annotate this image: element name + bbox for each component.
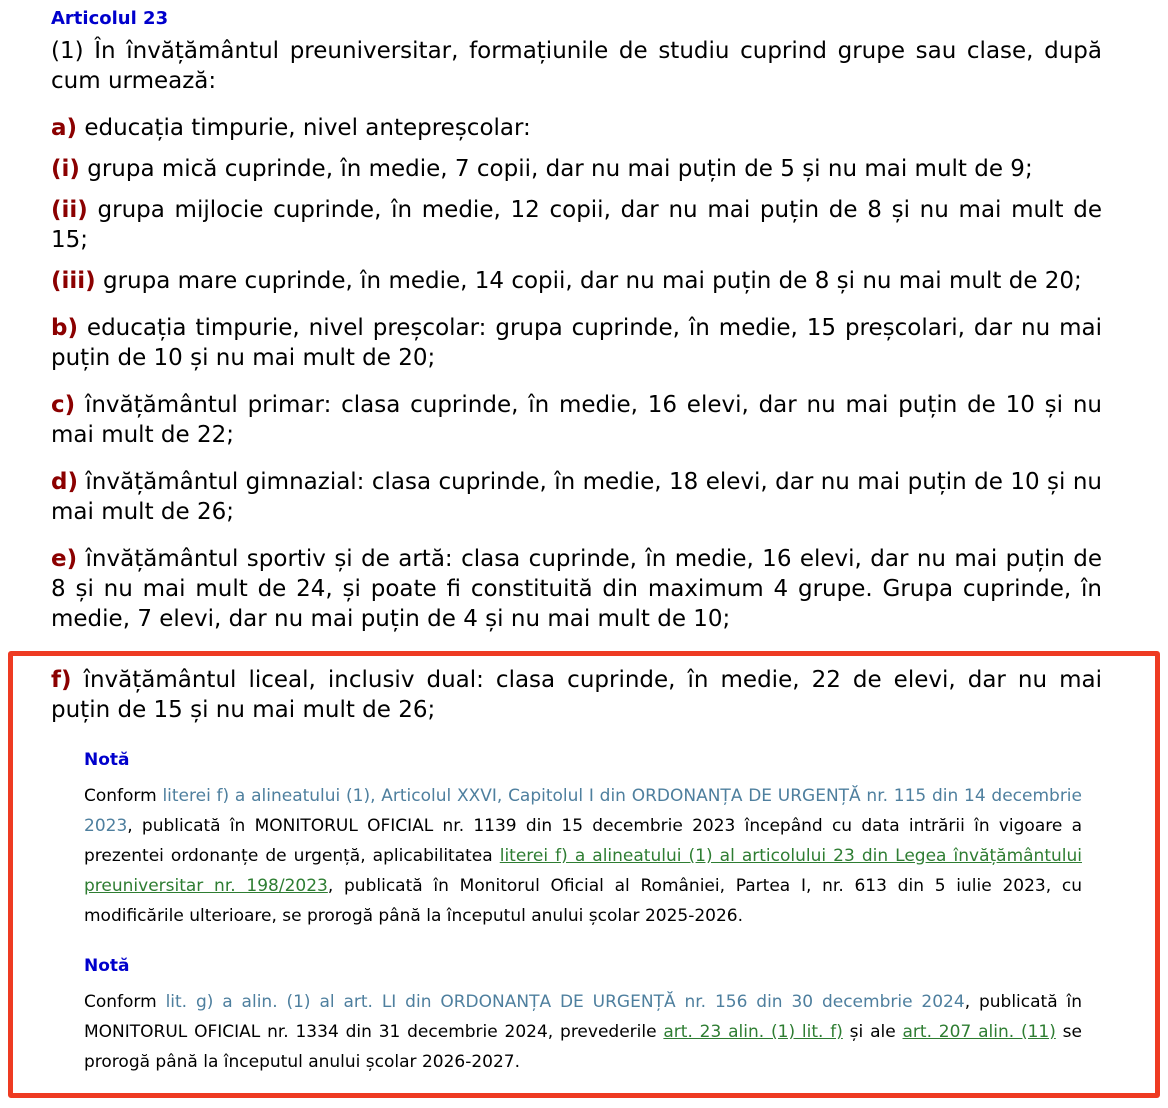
item-marker-b: b) [51,315,78,341]
note-1-text-3: , publicată în Monitorul Oficial al României, Partea I, nr. 613 din 5 iulie 2023, cu modificările ulterioare, se prorogă până la începutul anului școlar 2025-2026. [84,876,1082,926]
note-2-art207-reference-link[interactable]: art. 207 alin. (11) [902,1022,1056,1042]
article-subitem-ii [51,195,1102,255]
item-marker-a: a) [51,115,78,141]
note-1-text-2: , publicată în MONITORUL OFICIAL nr. 1139 din 15 decembrie 2023 începând cu data intrării în vigoare a prezentei ordonanțe de urgență, aplicabilitatea [84,816,1082,866]
item-text-ii: grupa mijlocie cuprinde, în medie, 12 copii, dar nu mai puțin de 8 și nu mai mult de 15; [51,197,1102,253]
article-item-b [51,313,1102,373]
item-marker-ii: (ii) [51,197,88,223]
note-1 [84,750,1082,931]
item-marker-iii: (iii) [51,268,96,294]
note-2-ordinance-link[interactable]: lit. g) a alin. (1) al art. LI din ORDONANȚA DE URGENȚĂ nr. 156 din 30 decembrie 2024 [165,992,965,1012]
item-text-i: grupa mică cuprinde, în medie, 7 copii, dar nu mai puțin de 5 și nu mai mult de 9; [79,156,1033,182]
item-marker-d: d) [51,469,78,495]
item-marker-f: f) [51,667,72,693]
note-1-body [84,781,1082,931]
item-text-c: învățământul primar: clasa cuprinde, în medie, 16 elevi, dar nu mai puțin de 10 și nu mai mult de 22; [51,392,1102,448]
article-subitem-i [51,154,1102,184]
note-2-text-4: se prorogă până la începutul anului școlar 2026-2027. [84,1022,1082,1072]
article-item-c [51,390,1102,450]
note-2-text-3: și ale [842,1022,903,1042]
note-1-text-1: Conform [84,786,163,806]
highlight-box [8,651,1160,1098]
article-item-d [51,467,1102,527]
item-text-a: educația timpurie, nivel antepreșcolar: [77,115,531,141]
note-2-text-2: , publicată în MONITORUL OFICIAL nr. 1334 din 31 decembrie 2024, prevederile [84,992,1082,1042]
note-2-heading: Notă [84,956,130,976]
note-2-body [84,987,1082,1077]
note-2 [84,956,1082,1077]
article-item-a [51,113,1102,143]
note-1-article-reference-link[interactable]: literei f) a alineatului (1) al articolului 23 din Legea învățământului preuniversitar nr. 198/2023 [84,846,1082,896]
article-item-e [51,544,1102,634]
item-text-b: educația timpurie, nivel preșcolar: grupa cuprinde, în medie, 15 preșcolari, dar nu mai puțin de 10 și nu mai mult de 20; [51,315,1102,371]
article-title-link[interactable]: Articolul 23 [51,8,169,29]
item-marker-c: c) [51,392,76,418]
item-text-e: învățământul sportiv și de artă: clasa cuprinde, în medie, 16 elevi, dar nu mai puțin de 8 și nu mai mult de 24, și poate fi constituită din maximum 4 grupe. Grupa cuprinde, în medie, 7 elevi, dar nu mai puțin de 4 și nu mai mult de 10; [51,546,1102,632]
item-text-d: învățământul gimnazial: clasa cuprinde, în medie, 18 elevi, dar nu mai puțin de 10 și nu mai mult de 26; [51,469,1102,525]
article-paragraph-1: (1) În învățământul preuniversitar, formațiunile de studiu cuprind grupe sau clase, după cum urmează: [51,38,1102,94]
note-2-art23-reference-link[interactable]: art. 23 alin. (1) lit. f) [663,1022,843,1042]
item-text-f: învățământul liceal, inclusiv dual: clasa cuprinde, în medie, 22 de elevi, dar nu mai puțin de 15 și nu mai mult de 26; [51,667,1102,723]
article-item-f [51,665,1102,725]
item-text-iii: grupa mare cuprinde, în medie, 14 copii, dar nu mai puțin de 8 și nu mai mult de 20; [95,268,1082,294]
note-2-text-1: Conform [84,992,166,1012]
article-subitem-iii [51,266,1102,296]
note-1-ordinance-link[interactable]: literei f) a alineatului (1), Articolul XXVI, Capitolul I din ORDONANȚA DE URGENȚĂ nr. 115 din 14 decembrie 2023 [84,786,1082,836]
note-1-heading: Notă [84,750,130,770]
item-marker-e: e) [51,546,78,572]
item-marker-i: (i) [51,156,80,182]
